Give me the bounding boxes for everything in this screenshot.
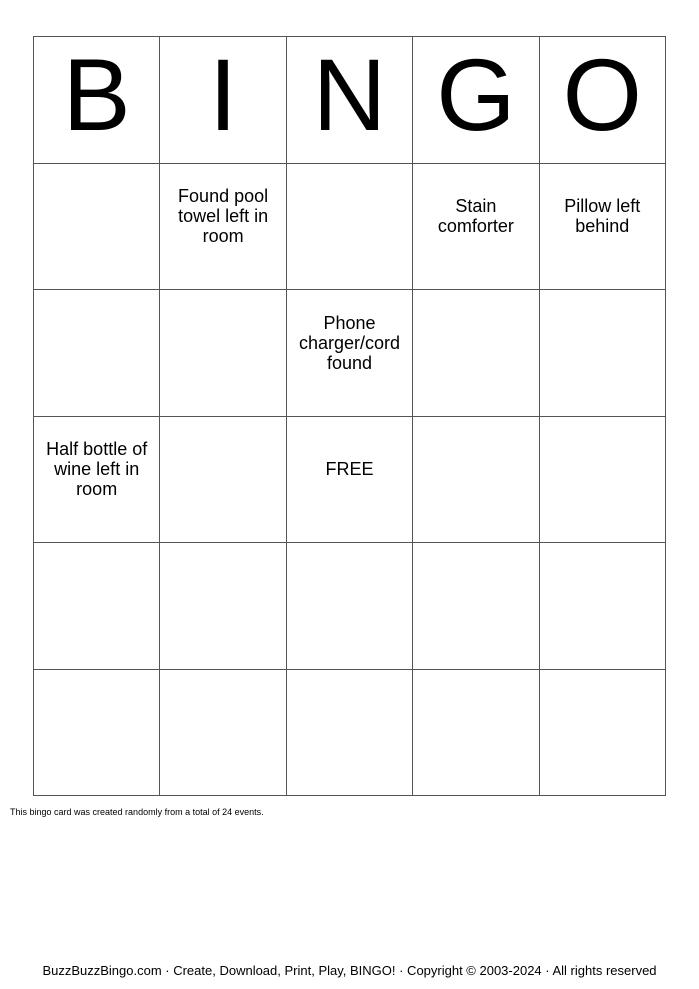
header-letter-b: [34, 37, 160, 164]
random-events-note: This bingo card was created randomly from a total of 24 events.: [10, 807, 264, 817]
bingo-square-r4-c4: [413, 543, 539, 670]
square-text: Phone charger/cord found: [298, 312, 401, 373]
header-letter-i: [160, 37, 286, 164]
bingo-square-r1-c3: [287, 164, 413, 291]
square-text: Half bottle of wine left in room: [46, 439, 148, 500]
square-text: Pillow left behind: [564, 196, 641, 237]
footer-copyright: BuzzBuzzBingo.com · Create, Download, Print, Play, BINGO! · Copyright © 2003-2024 · All rights reserved: [42, 963, 657, 978]
bingo-square-r2-c1: [34, 290, 160, 417]
bingo-square-r1-c5: [540, 164, 666, 291]
square-text: Found pool towel left in room: [178, 186, 269, 247]
bingo-square-r3-c4: [413, 417, 539, 544]
bingo-square-r1-c4: [413, 164, 539, 291]
bingo-square-r5-c3: [287, 670, 413, 797]
bingo-square-r1-c1: [34, 164, 160, 291]
bingo-square-r5-c4: [413, 670, 539, 797]
bingo-square-r2-c3: [287, 290, 413, 417]
header-letter-o-text: O: [562, 37, 642, 152]
free-square-text: FREE: [325, 459, 374, 480]
header-letter-n: [287, 37, 413, 164]
bingo-square-r3-c1: [34, 417, 160, 544]
bingo-card: [33, 36, 666, 796]
bingo-square-r5-c1: [34, 670, 160, 797]
bingo-square-r4-c3: [287, 543, 413, 670]
bingo-square-r2-c2: [160, 290, 286, 417]
bingo-square-r2-c5: [540, 290, 666, 417]
header-letter-o: [540, 37, 666, 164]
bingo-square-r2-c4: [413, 290, 539, 417]
square-text: Stain comforter: [437, 196, 514, 237]
header-letter-i-text: I: [208, 37, 238, 152]
bingo-square-r5-c5: [540, 670, 666, 797]
free-square: [287, 417, 413, 544]
bingo-square-r3-c5: [540, 417, 666, 544]
bingo-square-r4-c5: [540, 543, 666, 670]
bingo-square-r4-c1: [34, 543, 160, 670]
header-letter-b-text: B: [62, 37, 131, 152]
header-letter-g-text: G: [436, 37, 516, 152]
bingo-square-r4-c2: [160, 543, 286, 670]
bingo-square-r1-c2: [160, 164, 286, 291]
header-letter-n-text: N: [312, 37, 387, 152]
bingo-square-r5-c2: [160, 670, 286, 797]
bingo-square-r3-c2: [160, 417, 286, 544]
header-letter-g: [413, 37, 539, 164]
